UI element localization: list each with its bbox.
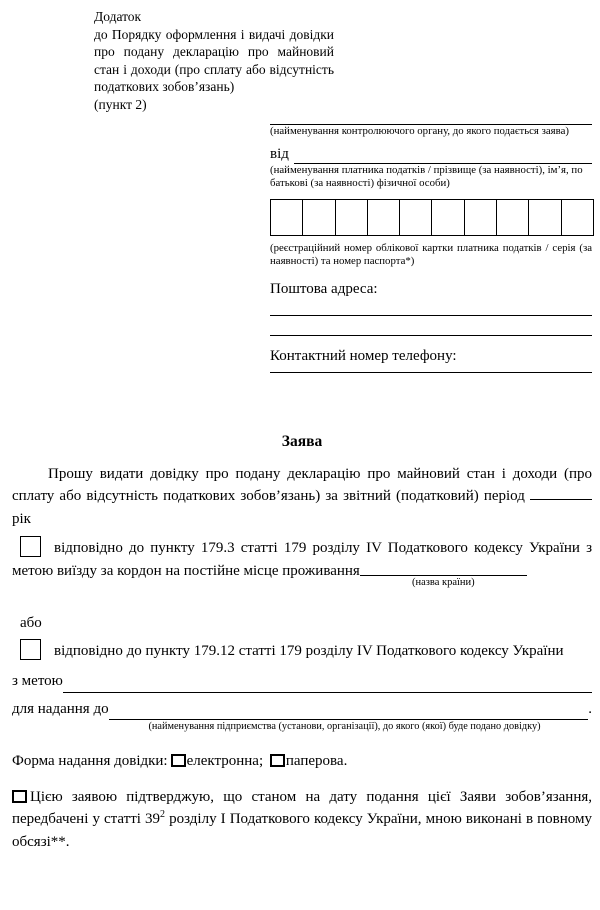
delivery-label: Форма надання довідки: bbox=[12, 753, 168, 769]
delivery-form-row bbox=[12, 750, 592, 773]
request-text-after: рік bbox=[12, 510, 31, 527]
addressee-section bbox=[270, 117, 592, 373]
phone-blank[interactable] bbox=[270, 366, 592, 373]
provide-to-blank[interactable] bbox=[109, 702, 589, 720]
option-travel-checkbox[interactable] bbox=[20, 536, 41, 557]
confirmation-text: Цією заявою підтверджую, що станом на дату подання цієї Заяви зобов’язання, передбачені у статті 39 bbox=[12, 788, 592, 827]
annex-header bbox=[94, 8, 334, 113]
confirmation-checkbox[interactable] bbox=[12, 790, 27, 803]
tax-id-cell[interactable] bbox=[561, 199, 594, 236]
confirmation-paragraph bbox=[12, 786, 592, 854]
electronic-label: електронна; bbox=[186, 753, 264, 769]
tax-id-cell[interactable] bbox=[528, 199, 561, 236]
purpose-row bbox=[12, 670, 592, 693]
provide-period: . bbox=[588, 700, 592, 717]
option-other-text: відповідно до пункту 179.12 статті 179 розділу IV Податкового кодексу України bbox=[54, 642, 564, 659]
provide-caption: (найменування підприємства (установи, організації), до якого (якої) буде подано довідку) bbox=[148, 721, 541, 732]
confirmation-text-after: розділу I Податкового кодексу України, мною виконані в повному обсязі**. bbox=[12, 811, 592, 850]
from-label: від bbox=[270, 145, 289, 162]
tax-id-cell[interactable] bbox=[464, 199, 497, 236]
postal-address-blank-1[interactable] bbox=[270, 299, 592, 316]
controlling-authority-blank[interactable] bbox=[270, 117, 592, 125]
option-travel-text: відповідно до пункту 179.3 статті 179 розділу IV Податкового кодексу України з метою виїзду за кордон на постійне місце проживання bbox=[12, 540, 592, 579]
controlling-authority-caption: (найменування контролюючого органу, до якого подається заява) bbox=[270, 125, 569, 137]
postal-address-label: Поштова адреса: bbox=[270, 280, 378, 297]
country-caption: (назва країни) bbox=[411, 576, 475, 588]
tax-id-cell[interactable] bbox=[496, 199, 529, 236]
option-travel-paragraph bbox=[12, 536, 592, 588]
or-label: або bbox=[20, 615, 42, 631]
confirmation-superscript: 2 bbox=[160, 809, 166, 820]
option-other-paragraph bbox=[12, 639, 592, 663]
paper-label: паперова. bbox=[285, 753, 348, 769]
annex-title: Додаток bbox=[94, 9, 142, 24]
country-blank[interactable] bbox=[360, 560, 527, 576]
phone-label: Контактний номер телефону: bbox=[270, 347, 457, 364]
request-paragraph bbox=[12, 463, 592, 531]
purpose-blank[interactable] bbox=[63, 675, 592, 693]
from-row bbox=[270, 144, 592, 164]
option-other-checkbox[interactable] bbox=[20, 639, 41, 660]
tax-id-caption: (реєстраційний номер облікової картки платника податків / серія (за наявності) та номер паспорта*) bbox=[270, 241, 592, 267]
provide-label: для надання до bbox=[12, 700, 109, 717]
tax-id-cell[interactable] bbox=[367, 199, 400, 236]
annex-body: до Порядку оформлення і видачі довідки про подану декларацію про майновий стан і доходи (про сплату або відсутність податкових зобов’язань) bbox=[94, 26, 334, 94]
tax-id-grid bbox=[270, 199, 594, 236]
tax-id-cell[interactable] bbox=[302, 199, 335, 236]
tax-id-cell[interactable] bbox=[335, 199, 368, 236]
tax-id-cell[interactable] bbox=[270, 199, 303, 236]
tax-id-cell[interactable] bbox=[431, 199, 464, 236]
taxpayer-name-caption: (найменування платника податків / прізвище (за наявності), ім’я, по батькові (за наявності) фізичної особи) bbox=[270, 163, 583, 189]
provide-row bbox=[12, 698, 592, 721]
statement-title: Заява bbox=[281, 432, 323, 450]
year-blank[interactable] bbox=[530, 486, 592, 500]
tax-id-cell[interactable] bbox=[399, 199, 432, 236]
paper-checkbox[interactable] bbox=[270, 754, 285, 767]
postal-address-blank-2[interactable] bbox=[270, 316, 592, 336]
request-text: Прошу видати довідку про подану декларацію про майновий стан і доходи (про сплату або відсутність податкових зобов’язань) за звітний (податковий) період bbox=[12, 465, 592, 504]
annex-point: (пункт 2) bbox=[94, 96, 147, 112]
electronic-checkbox[interactable] bbox=[171, 754, 186, 767]
purpose-label: з метою bbox=[12, 673, 63, 689]
